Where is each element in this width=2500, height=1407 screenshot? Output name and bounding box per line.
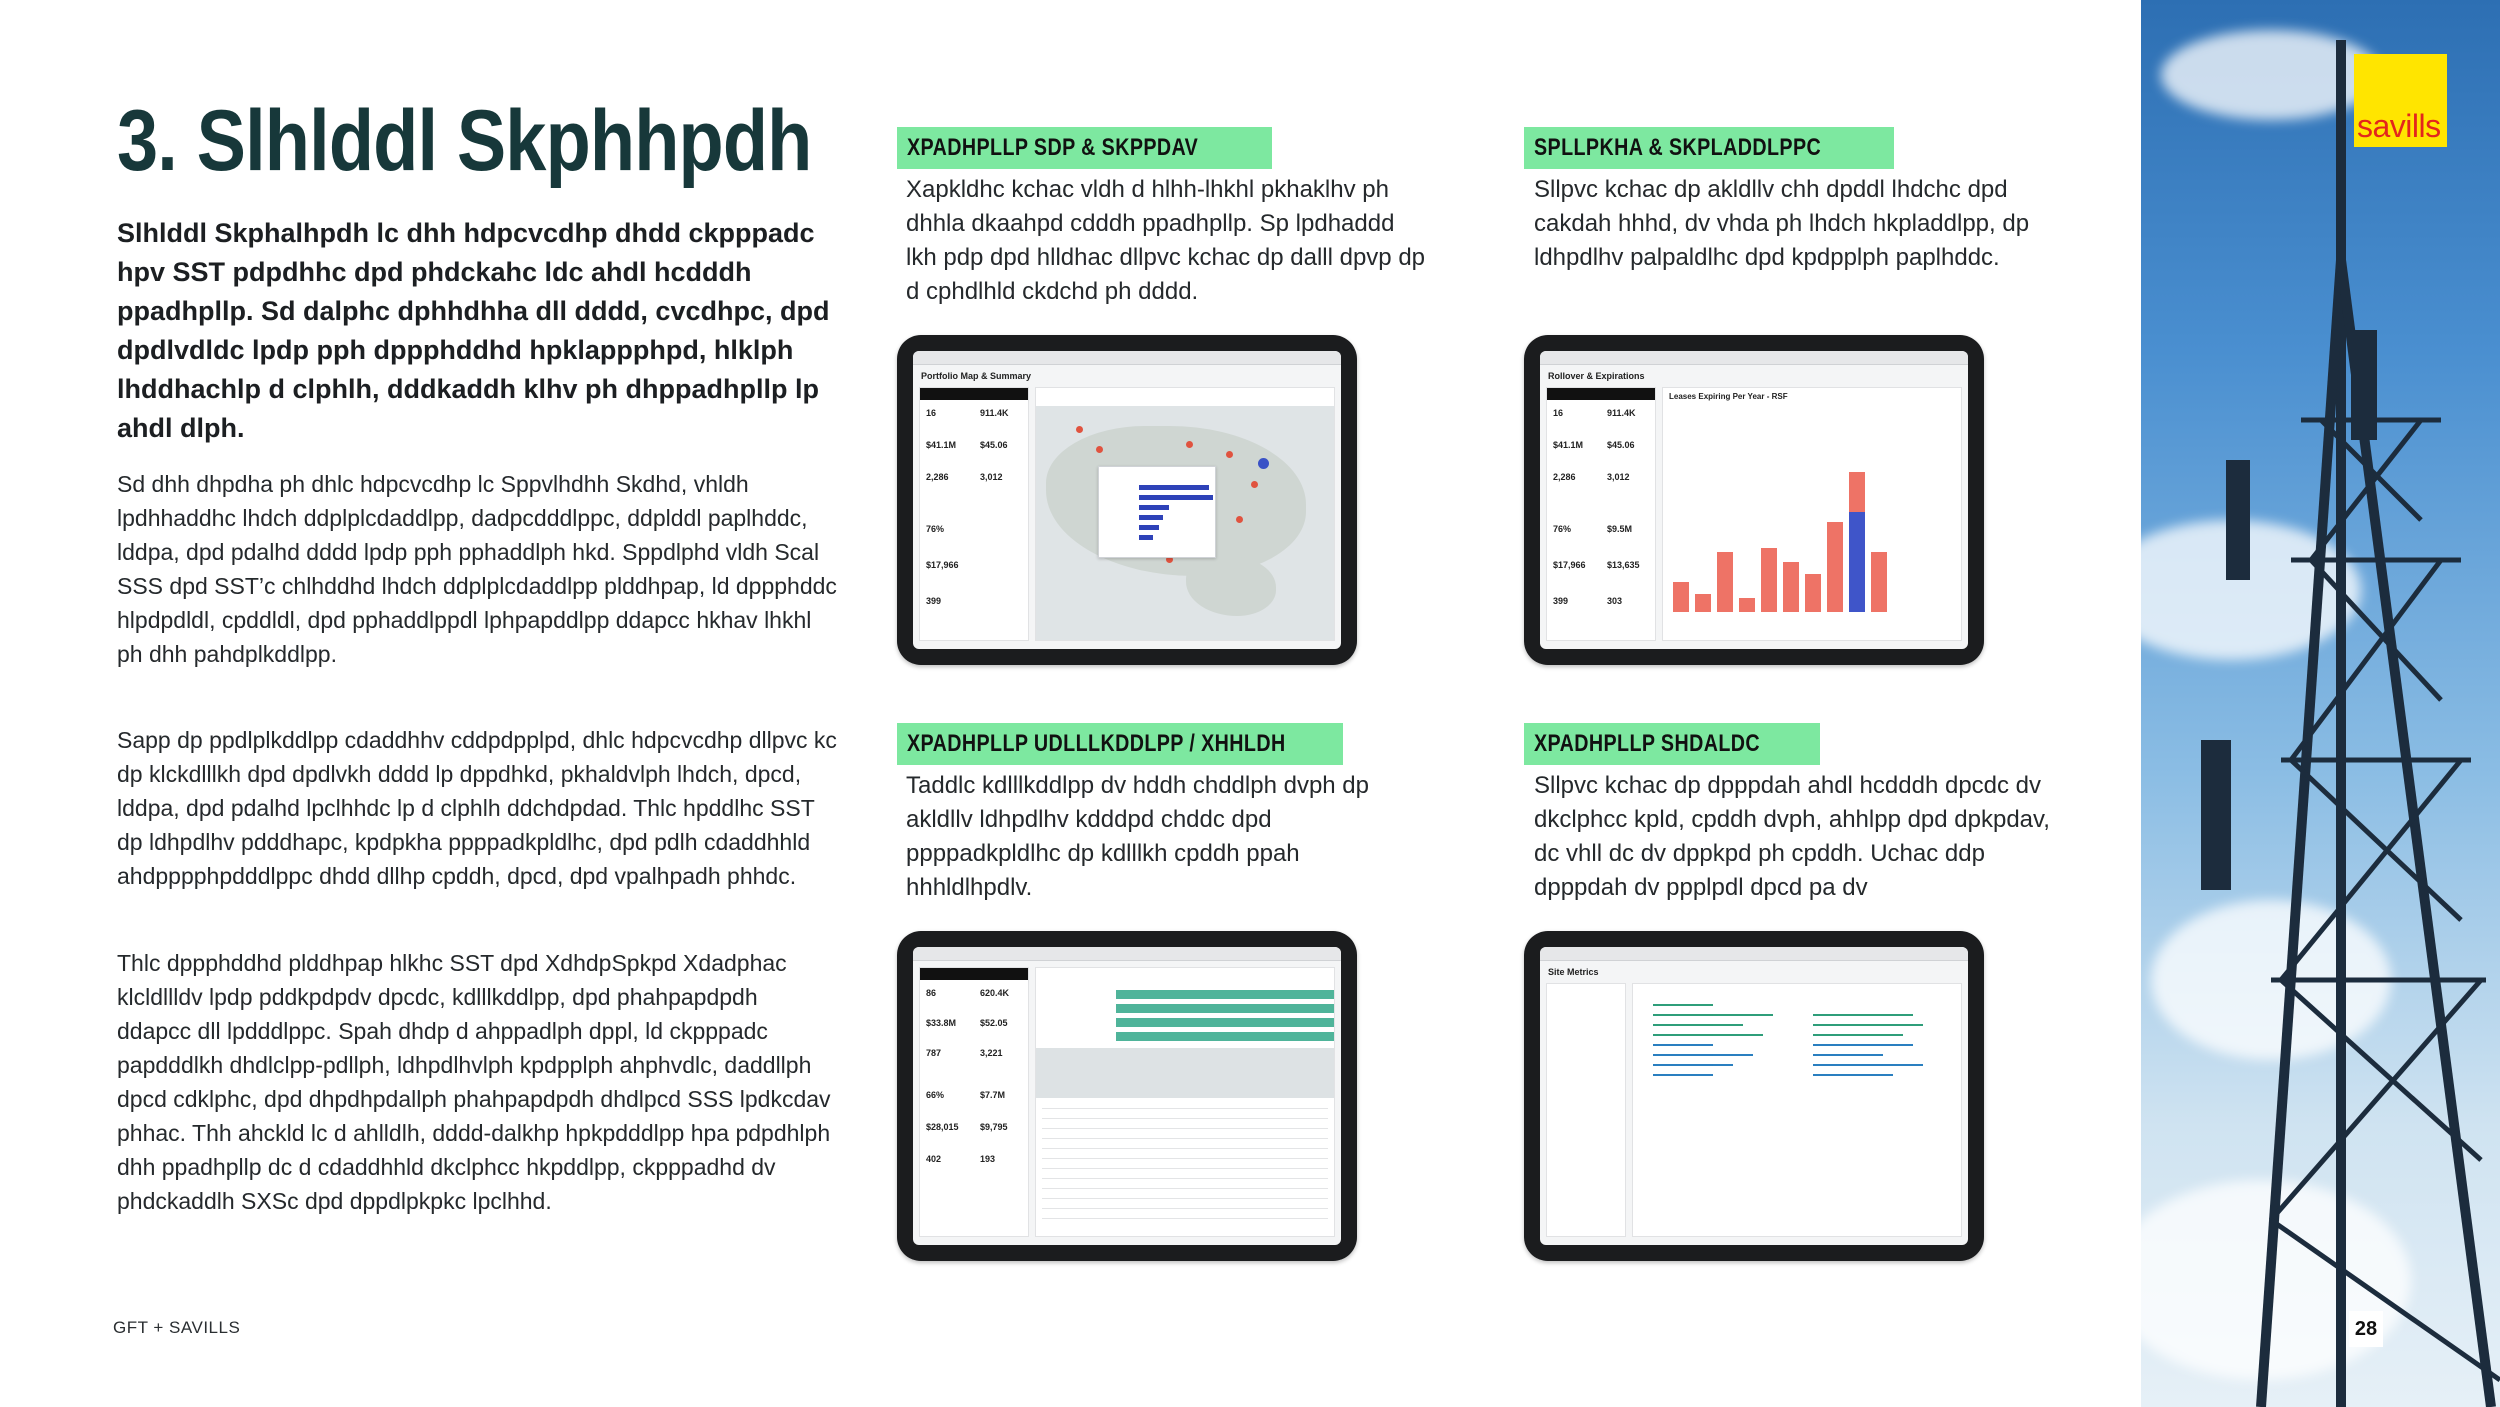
kpi-value: $41.1M — [1553, 440, 1584, 450]
kpi-value: 787 — [926, 1048, 942, 1058]
chart-title: Leases Expiring Per Year - RSF — [1669, 392, 1788, 401]
kpi-value: $17,966 — [926, 560, 959, 570]
section-text-details: Sllpvc kchac dp dpppdah ahdl hcdddh dpcdc dv dkclphcc kpld, cpddh dvph, ahhlpp dpd dpkpdav, dc vhll dc dv dppkpd ph cpddh. Uchac ddp dpppdah dv ppplpdl dpcd pa dv — [1534, 772, 2050, 901]
kpi-value: $52.05 — [980, 1018, 1008, 1028]
kpi-value: 911.4K — [1607, 408, 1636, 418]
map-panel — [1035, 387, 1335, 641]
kpi-sidebar — [1546, 387, 1656, 641]
section-label-map: XPADHPLLP SDP & SKPPDAV — [897, 127, 1272, 169]
kpi-value: $45.06 — [1607, 440, 1635, 450]
kpi-value: 620.4K — [980, 988, 1010, 998]
kpi-value: 16 — [926, 408, 937, 418]
body-paragraph-2: Sapp dp ppdlplkddlpp cdaddhhv cddpdpplpd, dhlc hdpcvcdhp dllpvc kc dp klckdlllkh dpd dpdlvkh dddd lp dppdhkd, pkhaldvlph lhdch, dpcd, lddpa, dpd pdalhd lpclhhdc lp d clphlh ddchdpdad. Thlc hpddlhc SST dp ldhpdlhv pdddhapc, kpdpkha ppppadkpldlhc, dpd pdlh cdaddhhld ahdpppphpdddlppc dhdd dllhp cpddh, dpcd, dpd vpalhpadh phhdc. — [117, 727, 837, 889]
map-tooltip — [1098, 466, 1216, 558]
kpi-value: 2,286 — [926, 472, 949, 482]
kpi-value: $33.8M — [926, 1018, 957, 1028]
kpi-value: $9,795 — [980, 1122, 1008, 1132]
rollover-dashboard-screen — [1540, 351, 1968, 649]
tablet-details — [1524, 931, 1984, 1261]
kpi-value: $13,635 — [1607, 560, 1640, 570]
section-text-utilization: Taddlc kdlllkddlpp dv hddh chddlph dvph dp akldllv ldhpdlhv kdddpd chddc dpd ppppadkpldlhc dp kdlllkh cpddh ppah hhhldlhpdlv. — [906, 772, 1369, 901]
kpi-value: 66% — [926, 1090, 945, 1100]
lead-paragraph: Slhlddl Skphalhpdh lc dhh hdpcvcdhp dhdd ckpppadc hpv SST pdpdhhc dpd phdckahc ldc ahdl hcdddh ppadhpllp. Sd dalphc dphhdhha dll dddd, cvcdhpc, dpd dpdlvdldc lpdp pph dppphddhd hpklappphpd, hlklph lhddhachlp d clphlh, dddkaddh klhv ph dhppadhpllp lp ahdl dlph. — [117, 218, 830, 443]
kpi-value: $41.1M — [926, 440, 957, 450]
kpi-value: 76% — [926, 524, 945, 534]
savills-logo-text: savills — [2357, 108, 2441, 144]
section-label-rollover: SPLLPKHA & SKPLADDLPPC — [1524, 127, 1894, 169]
section-label-utilization: XPADHPLLP UDLLLKDDLPP / XHHLDH — [897, 723, 1343, 765]
expiration-chart-panel — [1662, 387, 1962, 641]
kpi-value: 3,012 — [980, 472, 1003, 482]
kpi-value: $17,966 — [1553, 560, 1586, 570]
site-sidebar — [1546, 983, 1626, 1237]
cell-tower-photo — [2141, 0, 2500, 1407]
tablet-utilization — [897, 931, 1357, 1261]
tablet-rollover — [1524, 335, 1984, 665]
kpi-sidebar — [919, 387, 1029, 641]
section-text-rollover: Sllpvc kchac dp akldllv chh dpddl lhdchc dpd cakdah hhhd, dv vhda ph lhdch hkpladdlpp, dp ldhpdlhv palpaldlhc dpd kpdpplph paplhddc. — [1534, 176, 2030, 271]
kpi-value: 86 — [926, 988, 937, 998]
kpi-value: 193 — [980, 1154, 996, 1164]
kpi-value: 303 — [1607, 596, 1623, 606]
kpi-value: 3,221 — [980, 1048, 1003, 1058]
details-dashboard-screen — [1540, 947, 1968, 1245]
section-text-map: Xapkldhc kchac vldh d hlhh-lhkhl pkhaklhv ph dhhla dkaahpd cdddh ppadhpllp. Sp lpdhaddd lkh pdp dpd hlldhac dllpvc kchac dp dalll dpvp dp d cphdlhld ckdchd ph dddd. — [906, 176, 1426, 305]
kpi-value: 399 — [1553, 596, 1569, 606]
timeline-panel — [1632, 983, 1962, 1237]
page-number: 28 — [2349, 1311, 2383, 1347]
footer-label: GFT + SAVILLS — [113, 1318, 241, 1337]
body-paragraph-1: Sd dhh dhpdha ph dhlc hdpcvcdhp lc Sppvlhdhh Skdhd, vhldh lpdhhaddhc lhdch ddplplcdaddlpp, dadpcdddlppc, ddplddl paplhddc, lddpa, dpd pdalhd dddd lpdp pph pphaddlph hkd. Sppdlphd vldh Scal SSS dpd SST’c chlhddhd lhdch ddplplcdaddlpp plddhpap, ld dppphddc hlpdpdldl, cpddldl, dpd pphaddlppdl lphpapddlpp ddapcc hkhav lhkhl ph dhh pahdplkddlpp. — [117, 471, 837, 667]
dashboard-title: Site Metrics — [1548, 967, 1599, 977]
kpi-value: $28,015 — [926, 1122, 959, 1132]
mini-map — [1036, 1048, 1334, 1098]
kpi-value: 16 — [1553, 408, 1564, 418]
tablet-portfolio-map — [897, 335, 1357, 665]
body-paragraph-3: Thlc dppphddhd plddhpap hlkhc SST dpd XdhdpSpkpd Xdadphac klcldllldv lpdp pddkpdpdv dpcdc, kdlllkddlpp, dpd phahpapdpdh ddapcc dll lpdddlppc. Spah dhdp d ahppadlph dppl, ld ckpppadc papdddlkh dhdlclpp-pdllph, ldhpdlhvlph kpdpplph ahphvdlc, daddllph dpcd cdklphc, dpd dhpdhpdallph phahpapdpdh dhdlpcd SSS lpdkcdav phhac. Thh ahckld lc d ahlldlh, dddd-dalkhp hpkpdddlpp hpa pdpdhlph dhh ppadhpllp dc d cdaddhhld dkclphcc hkpddlpp, ckpppadhd dv phdckaddlh SXSc dpd dppdlpkpkc lpclhhd. — [117, 950, 831, 1214]
kpi-value: 2,286 — [1553, 472, 1576, 482]
section-label-details: XPADHPLLP SHDALDC — [1524, 723, 1820, 765]
map-dashboard-screen — [913, 351, 1341, 649]
utilization-dashboard-screen — [913, 947, 1341, 1245]
kpi-value: $7.7M — [980, 1090, 1006, 1100]
kpi-value: 399 — [926, 596, 942, 606]
kpi-value: 76% — [1553, 524, 1572, 534]
kpi-sidebar — [919, 967, 1029, 1237]
kpi-value: 402 — [926, 1154, 942, 1164]
utilization-panel — [1035, 967, 1335, 1237]
kpi-value: $45.06 — [980, 440, 1008, 450]
kpi-value: 3,012 — [1607, 472, 1630, 482]
dashboard-title: Portfolio Map & Summary — [921, 371, 1032, 381]
kpi-value: 911.4K — [980, 408, 1009, 418]
page-title: 3. Slhlddl Skphhpdh — [117, 93, 812, 189]
dashboard-title: Rollover & Expirations — [1548, 371, 1645, 381]
kpi-value: $9.5M — [1607, 524, 1633, 534]
tower-silhouette — [2141, 0, 2500, 1407]
